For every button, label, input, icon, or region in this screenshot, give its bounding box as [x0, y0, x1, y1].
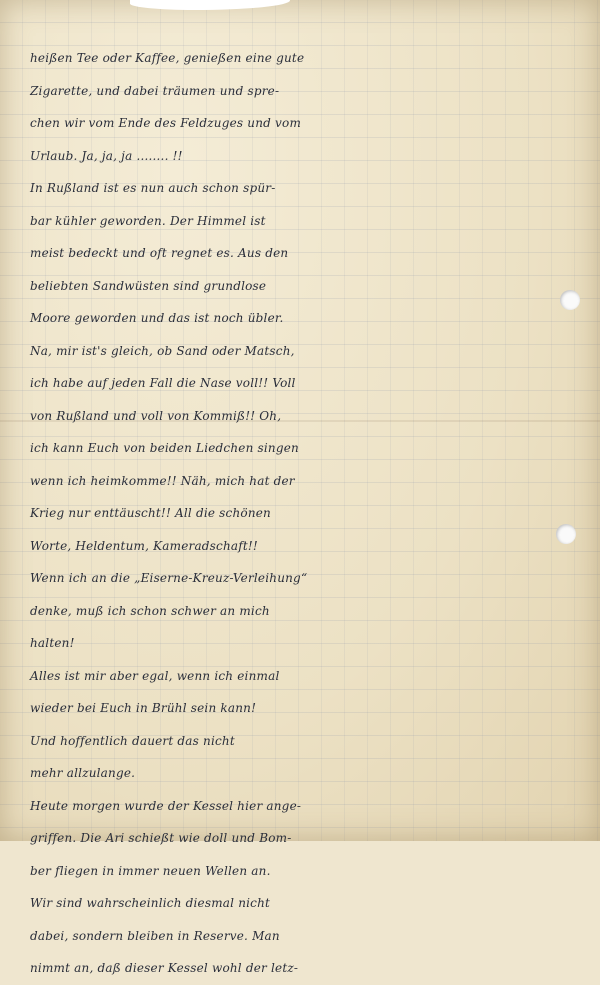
text-line: beliebten Sandwüsten sind grundlose — [30, 278, 267, 293]
text-line: griffen. Die Ari schießt wie doll und Bom- — [30, 831, 292, 845]
text-line: von Rußland und voll von Kommiß!! Oh, — [30, 408, 282, 423]
text-line: Worte, Heldentum, Kameradschaft!! — [30, 538, 258, 553]
text-line: Na, mir ist's gleich, ob Sand oder Matsch, — [30, 343, 295, 358]
text-line: meist bedeckt und oft regnet es. Aus den — [30, 246, 289, 260]
text-line: heißen Tee oder Kaffee, genießen eine gute — [30, 51, 305, 65]
text-line: wieder bei Euch in Brühl sein kann! — [30, 701, 257, 715]
text-line: halten! — [30, 636, 75, 650]
text-line: Krieg nur enttäuscht!! All die schönen — [30, 506, 271, 520]
text-line: Wir sind wahrscheinlich diesmal nicht — [30, 896, 271, 910]
torn-edge — [130, 0, 290, 10]
text-line: Zigarette, und dabei träumen und spre- — [30, 83, 280, 98]
handwritten-text — [30, 42, 590, 985]
text-line: ich habe auf jeden Fall die Nase voll!! Voll — [30, 376, 296, 390]
text-line: chen wir vom Ende des Feldzuges und vom — [30, 116, 302, 130]
text-line: Und hoffentlich dauert das nicht — [30, 733, 235, 748]
text-line: Urlaub. Ja, ja, ja ........ !! — [30, 148, 183, 163]
text-line: dabei, sondern bleiben in Reserve. Man — [30, 928, 280, 943]
text-line: denke, muß ich schon schwer an mich — [30, 603, 270, 618]
text-line: nimmt an, daß dieser Kessel wohl der letz- — [30, 961, 299, 975]
text-line: ber fliegen in immer neuen Wellen an. — [30, 863, 271, 878]
text-line: In Rußland ist es nun auch schon spür- — [30, 181, 276, 195]
text-line: Moore geworden und das ist noch übler. — [30, 311, 284, 325]
text-line: wenn ich heimkomme!! Näh, mich hat der — [30, 473, 295, 488]
text-line: Alles ist mir aber egal, wenn ich einmal — [30, 668, 280, 683]
text-line: ich kann Euch von beiden Liedchen singen — [30, 441, 299, 455]
text-line: Wenn ich an die „Eiserne-Kreuz-Verleihung“ — [30, 571, 308, 585]
text-line: Heute morgen wurde der Kessel hier ange- — [30, 798, 302, 813]
text-line: mehr allzulange. — [30, 766, 136, 780]
text-line: bar kühler geworden. Der Himmel ist — [30, 213, 266, 228]
